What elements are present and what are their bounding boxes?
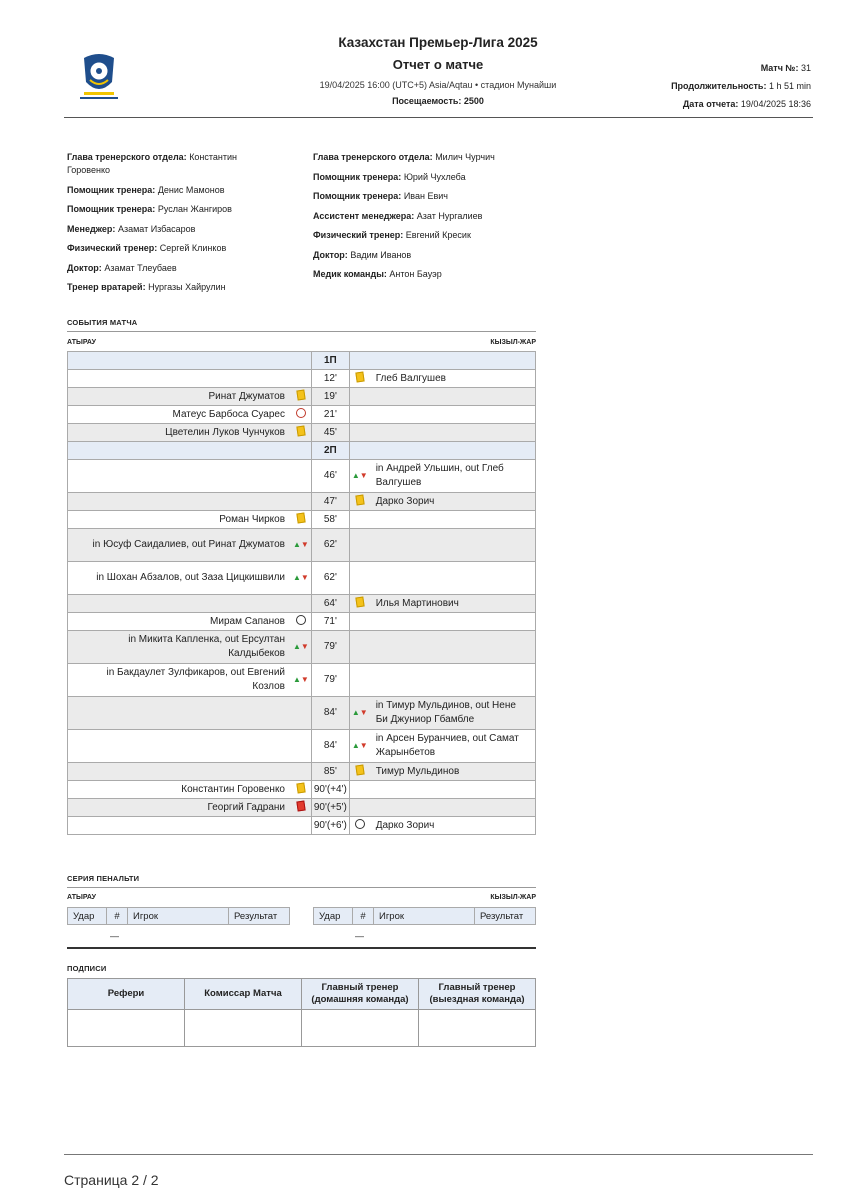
event-minute: 79' — [311, 631, 349, 664]
penalty-away-empty: — — [355, 931, 364, 941]
home-staff-list — [67, 151, 282, 301]
staff-name: Азамат Избасаров — [117, 223, 196, 234]
home-event-text — [68, 697, 292, 730]
col-number: # — [107, 908, 128, 925]
event-minute: 71' — [311, 613, 349, 631]
staff-name: Антон Бауэр — [389, 269, 442, 279]
report-title: Отчет о матче — [392, 57, 484, 72]
staff-name: Азамат Тлеубаев — [104, 262, 177, 273]
home-event-text: Матеус Барбоса Суарес — [68, 406, 292, 424]
event-row — [68, 529, 536, 562]
event-row — [68, 817, 536, 835]
staff-role: Доктор: — [313, 249, 348, 260]
event-minute: 84' — [311, 697, 349, 730]
home-event-text: Мирам Сапанов — [68, 613, 292, 631]
staff-name: Юрий Чухлеба — [403, 171, 466, 182]
event-minute: 21' — [311, 406, 349, 424]
penalty-home-empty: — — [110, 931, 119, 941]
sig-commissioner-box — [185, 1010, 302, 1047]
events-away-team: КЫЗЫЛ-ЖАР — [490, 339, 536, 346]
yellow-card-icon — [296, 512, 305, 523]
events-divider — [67, 331, 536, 332]
home-event-text: Ринат Джуматов — [68, 388, 292, 406]
event-row — [68, 631, 536, 664]
period-header-row — [68, 352, 536, 370]
event-minute: 85' — [311, 763, 349, 781]
page-number: Страница 2 / 2 — [64, 1172, 159, 1188]
penalty-table-home — [67, 907, 290, 925]
event-row — [68, 460, 536, 493]
event-row — [68, 613, 536, 631]
signatures-section-title: ПОДПИСИ — [67, 964, 107, 973]
staff-entry — [313, 210, 553, 223]
staff-entry — [67, 151, 282, 177]
home-event-text: Георгий Гадрани — [68, 799, 292, 817]
sig-referee-box — [68, 1010, 185, 1047]
away-event-text — [370, 511, 536, 529]
home-event-text — [68, 460, 292, 493]
event-minute: 47' — [311, 493, 349, 511]
sig-col-referee: Рефери — [68, 979, 185, 1010]
header-divider — [64, 117, 813, 118]
away-event-text: Глеб Валгушев — [370, 370, 536, 388]
event-minute: 90'(+4') — [311, 781, 349, 799]
home-event-text — [68, 493, 292, 511]
event-minute: 12' — [311, 370, 349, 388]
match-duration: Продолжительность: 1 h 51 min — [671, 81, 811, 91]
event-minute: 64' — [311, 595, 349, 613]
sig-col-away-coach: Главный тренер (выездная команда) — [419, 979, 536, 1010]
yellow-card-icon — [296, 389, 305, 400]
staff-role: Физический тренер: — [313, 230, 404, 240]
substitution-icon: ▲▼ — [351, 708, 368, 717]
col-kick: Удар — [68, 908, 107, 925]
away-event-text — [370, 664, 536, 697]
home-event-text — [68, 817, 292, 835]
home-event-text — [68, 595, 292, 613]
staff-name: Иван Евич — [403, 191, 448, 201]
home-event-text: in Шохан Абзалов, out Заза Цицкишвили — [68, 562, 292, 595]
substitution-icon: ▲▼ — [351, 471, 368, 480]
period-label: 2П — [311, 442, 349, 460]
away-event-text — [370, 562, 536, 595]
event-row — [68, 697, 536, 730]
substitution-icon: ▲▼ — [293, 675, 309, 684]
away-event-text — [370, 424, 536, 442]
event-row — [68, 730, 536, 763]
event-minute: 90'(+5') — [311, 799, 349, 817]
col-kick: Удар — [314, 908, 353, 925]
staff-entry — [313, 229, 553, 242]
away-staff-list — [313, 151, 553, 288]
league-title: Казахстан Премьер-Лига 2025 — [338, 35, 538, 50]
events-home-team: АТЫРАУ — [67, 339, 97, 346]
goal-ball-icon — [355, 819, 365, 829]
staff-entry — [67, 242, 282, 255]
event-row — [68, 664, 536, 697]
event-row — [68, 493, 536, 511]
footer-divider — [64, 1154, 813, 1155]
staff-role: Менеджер: — [67, 223, 116, 234]
league-logo — [76, 52, 122, 102]
staff-name: Нургазы Хайрулин — [148, 282, 226, 292]
staff-role: Медик команды: — [313, 269, 387, 279]
home-event-text: Роман Чирков — [68, 511, 292, 529]
match-events-table — [67, 351, 536, 835]
staff-entry — [67, 184, 282, 197]
penalty-away-team: КЫЗЫЛ-ЖАР — [490, 894, 536, 901]
event-minute: 79' — [311, 664, 349, 697]
staff-role: Помощник тренера: — [313, 171, 402, 182]
yellow-card-icon — [296, 425, 305, 436]
staff-entry — [67, 223, 282, 236]
period-label: 1П — [311, 352, 349, 370]
staff-role: Физический тренер: — [67, 243, 158, 253]
penalty-table-away — [313, 907, 536, 925]
col-result: Результат — [229, 908, 290, 925]
substitution-icon: ▲▼ — [293, 573, 309, 582]
away-event-text — [370, 631, 536, 664]
away-event-text — [370, 529, 536, 562]
staff-name: Руслан Жангиров — [157, 204, 232, 214]
period-header-row — [68, 442, 536, 460]
penalty-home-team: АТЫРАУ — [67, 894, 97, 901]
event-row — [68, 781, 536, 799]
staff-role: Помощник тренера: — [67, 204, 156, 214]
yellow-card-icon — [355, 494, 364, 505]
event-minute: 58' — [311, 511, 349, 529]
staff-entry — [67, 262, 282, 275]
own-goal-icon — [296, 408, 306, 418]
staff-role: Глава тренерского отдела: — [67, 152, 187, 162]
match-info — [551, 59, 811, 113]
away-event-text: in Тимур Мульдинов, out Нене Би Джуниор Гбамбле — [370, 697, 536, 730]
yellow-card-icon — [355, 371, 364, 382]
away-event-text: Илья Мартинович — [370, 595, 536, 613]
event-row — [68, 388, 536, 406]
report-date: Дата отчета: 19/04/2025 18:36 — [682, 99, 811, 109]
staff-role: Ассистент менеджера: — [313, 210, 415, 221]
event-row — [68, 511, 536, 529]
staff-entry — [313, 190, 553, 203]
staff-name: Константин Горовенко — [67, 152, 238, 175]
home-event-text: in Юсуф Саидалиев, out Ринат Джуматов — [68, 529, 292, 562]
staff-name: Вадим Иванов — [350, 249, 412, 260]
event-minute: 84' — [311, 730, 349, 763]
substitution-icon: ▲▼ — [293, 540, 309, 549]
col-result: Результат — [475, 908, 536, 925]
away-event-text — [370, 799, 536, 817]
away-event-text — [370, 388, 536, 406]
away-event-text: Дарко Зорич — [370, 817, 536, 835]
sig-home-coach-box — [302, 1010, 419, 1047]
home-event-text — [68, 763, 292, 781]
home-event-text: Цветелин Луков Чунчуков — [68, 424, 292, 442]
event-row — [68, 370, 536, 388]
staff-entry — [313, 249, 553, 262]
substitution-icon: ▲▼ — [351, 741, 368, 750]
event-minute: 19' — [311, 388, 349, 406]
staff-role: Тренер вратарей: — [67, 282, 146, 292]
sig-col-commissioner: Комиссар Матча — [185, 979, 302, 1010]
home-event-text: in Бакдаулет Зулфикаров, out Евгений Козлов — [68, 664, 292, 697]
red-card-icon — [296, 800, 305, 811]
col-player: Игрок — [128, 908, 229, 925]
home-event-text: in Микита Капленка, out Ерсултан Калдыбеков — [68, 631, 292, 664]
home-event-text: Константин Горовенко — [68, 781, 292, 799]
match-datetime-venue: 19/04/2025 16:00 (UTC+5) Asia/Aqtau • стадион Мунайши — [319, 80, 557, 90]
away-event-text: in Андрей Ульшин, out Глеб Валгушев — [370, 460, 536, 493]
event-row — [68, 799, 536, 817]
yellow-card-icon — [355, 596, 364, 607]
penalty-bottom-rule — [67, 947, 536, 949]
event-row — [68, 424, 536, 442]
staff-name: Денис Мамонов — [157, 184, 225, 195]
away-event-text — [370, 406, 536, 424]
col-number: # — [353, 908, 374, 925]
events-section-title: СОБЫТИЯ МАТЧА — [67, 318, 138, 327]
staff-name: Сергей Клинков — [159, 243, 227, 253]
event-minute: 45' — [311, 424, 349, 442]
attendance-value: 2500 — [463, 96, 484, 106]
col-player: Игрок — [374, 908, 475, 925]
staff-entry — [67, 203, 282, 216]
home-event-text — [68, 370, 292, 388]
signatures-table — [67, 978, 536, 1047]
away-event-text: Дарко Зорич — [370, 493, 536, 511]
staff-entry — [67, 281, 282, 294]
event-minute: 62' — [311, 562, 349, 595]
event-minute: 90'(+6') — [311, 817, 349, 835]
attendance-label: Посещаемость: — [392, 96, 462, 106]
staff-name: Азат Нургалиев — [416, 210, 483, 221]
staff-name: Евгений Кресик — [405, 230, 471, 240]
staff-role: Доктор: — [67, 262, 102, 273]
staff-entry — [313, 268, 553, 281]
sig-col-home-coach: Главный тренер (домашняя команда) — [302, 979, 419, 1010]
yellow-card-icon — [355, 764, 364, 775]
away-event-text — [370, 781, 536, 799]
goal-ball-icon — [296, 615, 306, 625]
staff-entry — [313, 171, 553, 184]
event-row — [68, 406, 536, 424]
staff-role: Глава тренерского отдела: — [313, 152, 433, 162]
away-event-text: in Арсен Буранчиев, out Самат Жарынбетов — [370, 730, 536, 763]
penalty-divider — [67, 887, 536, 888]
event-minute: 46' — [311, 460, 349, 493]
event-row — [68, 763, 536, 781]
away-event-text: Тимур Мульдинов — [370, 763, 536, 781]
match-number: Матч №: 31 — [760, 63, 811, 73]
sig-away-coach-box — [419, 1010, 536, 1047]
home-event-text — [68, 730, 292, 763]
substitution-icon: ▲▼ — [293, 642, 309, 651]
staff-role: Помощник тренера: — [67, 184, 156, 195]
penalty-section-title: СЕРИЯ ПЕНАЛЬТИ — [67, 874, 140, 883]
event-minute: 62' — [311, 529, 349, 562]
yellow-card-icon — [296, 782, 305, 793]
staff-name: Милич Чурчич — [435, 152, 495, 162]
staff-entry — [313, 151, 553, 164]
away-event-text — [370, 613, 536, 631]
staff-role: Помощник тренера: — [313, 191, 402, 201]
event-row — [68, 595, 536, 613]
event-row — [68, 562, 536, 595]
